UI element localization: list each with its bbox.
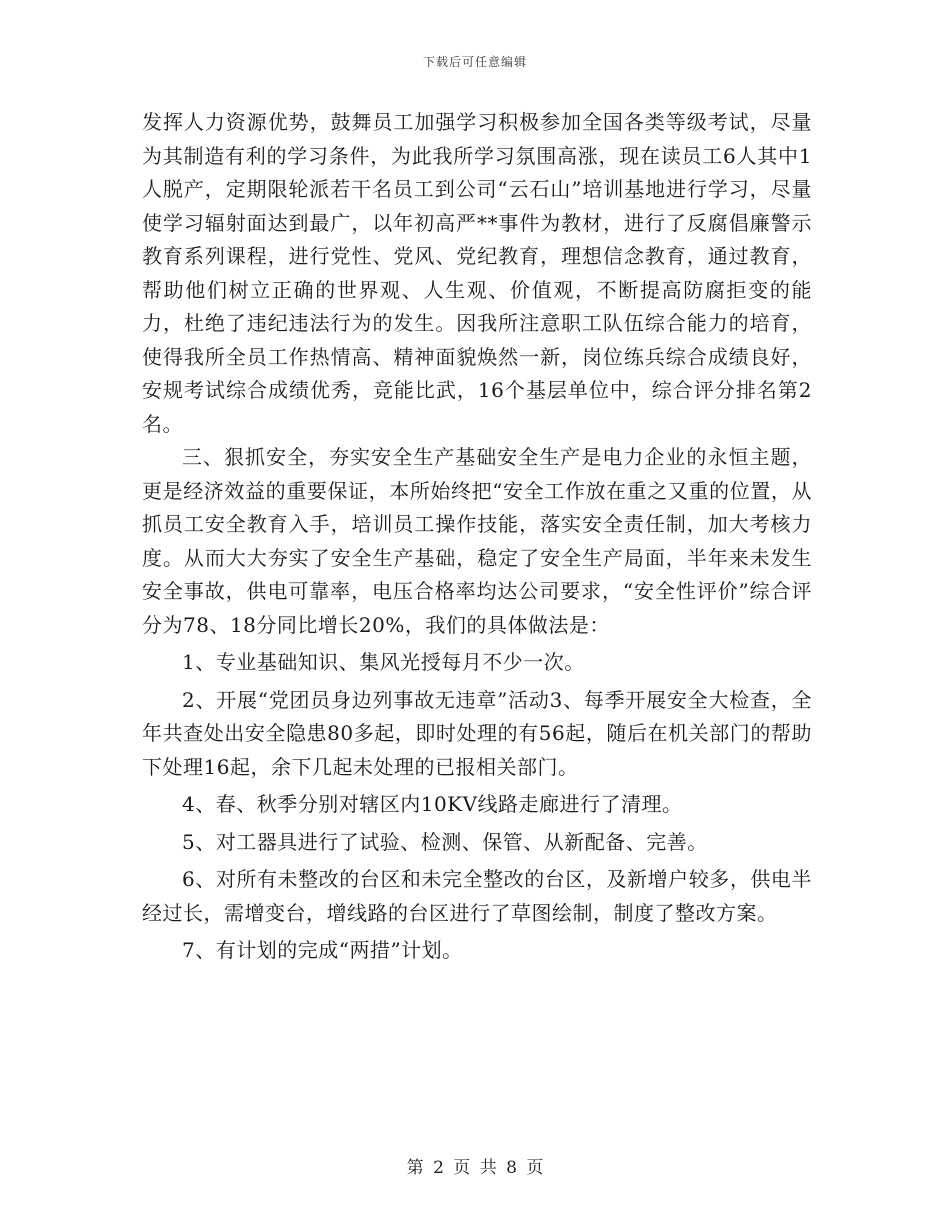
list-item-4: 4、春、秋季分别对辖区内10KV线路走廊进行了清理。 [182,792,683,816]
list-item-5: 5、对工器具进行了试验、检测、保管、从新配备、完善。 [182,829,708,854]
document-body [142,106,812,968]
page-header: 下载后可任意编辑 [422,55,527,69]
page-number: 第 2 页 共 8 页 [406,1158,544,1178]
list-item-2: 2、开展“党团员身边列事故无违章”活动3、每季开展安全大检查，全年共查处出安全隐患80多起，即时处理的有56起，随后在机关部门的帮助下处理16起，余下几起未处理的已报相关部门。 [142,687,812,779]
list-item-6: 6、对所有未整改的台区和未完全整改的台区，及新增户较多，供电半经过长，需增变台，增线路的台区进行了草图绘制，制度了整改方案。 [142,867,812,925]
list-item-1: 1、专业基础知识、集风光授每月不少一次。 [182,650,585,674]
list-item-7: 7、有计划的完成“两措”计划。 [182,938,463,962]
paragraph-continuation: 发挥人力资源优势，鼓舞员工加强学习积极参加全国各类等级考试，尽量为其制造有利的学习条件，为此我所学习氛围高涨，现在读员工6人其中1人脱产，定期限轮派若干名员工到公司“云石山”培训基地进行学习，尽量使学习辐射面达到最广，以年初高严**事件为教材，进行了反腐倡廉警示教育系列课程，进行党性、党风、党纪教育，理想信念教育，通过教育，帮助他们树立正确的世界观、人生观、价值观，不断提高防腐拒变的能力，杜绝了违纪违法行为的发生。因我所注意职工队伍综合能力的培育，使得我所全员工作热情高、精神面貌焕然一新，岗位练兵综合成绩良好，安规考试综合成绩优秀，竞能比武，16个基层单位中，综合评分排名第2名。 [142,110,812,436]
paragraph-section-three: 三、狠抓安全，夯实安全生产基础安全生产是电力企业的永恒主题，更是经济效益的重要保证，本所始终把“安全工作放在重之又重的位置，从抓员工安全教育入手，培训员工操作技能，落实安全责任制，加大考核力度。从而大大夯实了安全生产基础，稳定了安全生产局面，半年来未发生安全事故，供电可靠率，电压合格率均达公司要求，“安全性评价”综合评分为78、18分同比增长20%，我们的具体做法是： [142,445,812,637]
